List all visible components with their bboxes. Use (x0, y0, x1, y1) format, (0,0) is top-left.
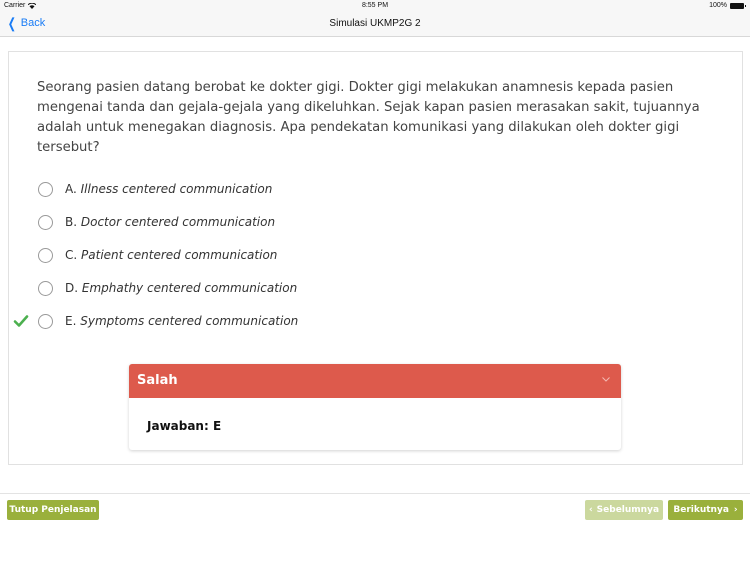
result-header[interactable] (129, 364, 621, 398)
option-label: E. Symptoms centered communication (65, 314, 299, 328)
battery-percent: 100% (709, 2, 727, 9)
chevron-left-icon: ❮ (7, 15, 16, 31)
next-button[interactable] (668, 500, 743, 520)
next-label: Berikutnya (673, 505, 729, 515)
back-label: Back (20, 17, 46, 29)
checkmark-icon (13, 313, 29, 329)
close-explanation-label: Tutup Penjelasan (9, 505, 97, 515)
radio-button[interactable] (38, 281, 53, 296)
previous-button[interactable] (585, 500, 663, 520)
option-label: A. Illness centered communication (65, 182, 273, 196)
result-panel (129, 364, 621, 450)
radio-button[interactable] (38, 215, 53, 230)
chevron-down-icon (601, 374, 611, 384)
battery-icon (730, 3, 744, 9)
question-text: Seorang pasien datang berobat ke dokter gigi. Dokter gigi melakukan anamnesis kepada pasien mengenai tanda dan gejala-gejala yang dikeluhkan. Sejak kapan pasien merasakan sakit, tujuannya adalah untuk menegakan diagnosis. Apa pendekatan komunikasi yang dilakukan oleh dokter gigi tersebut? (37, 80, 700, 155)
radio-button[interactable] (38, 314, 53, 329)
chevron-left-icon: ‹ (588, 505, 593, 515)
question-card (8, 51, 743, 465)
footer-divider (0, 493, 750, 494)
option-label: C. Patient centered communication (65, 248, 278, 262)
option-label: D. Emphathy centered communication (65, 281, 298, 295)
close-explanation-button[interactable] (7, 500, 99, 520)
previous-label: Sebelumnya (596, 505, 660, 515)
option-label: B. Doctor centered communication (65, 215, 276, 229)
chevron-right-icon: › (733, 505, 738, 515)
navigation-bar (0, 12, 750, 37)
page-title: Simulasi UKMP2G 2 (329, 18, 421, 29)
radio-button[interactable] (38, 182, 53, 197)
carrier-label: Carrier (4, 2, 26, 9)
radio-button[interactable] (38, 248, 53, 263)
battery-info (709, 2, 744, 9)
result-status: Salah (137, 373, 178, 388)
clock: 8:55 PM (361, 2, 389, 9)
status-bar (0, 0, 750, 12)
answer-key: Jawaban: E (147, 419, 222, 433)
